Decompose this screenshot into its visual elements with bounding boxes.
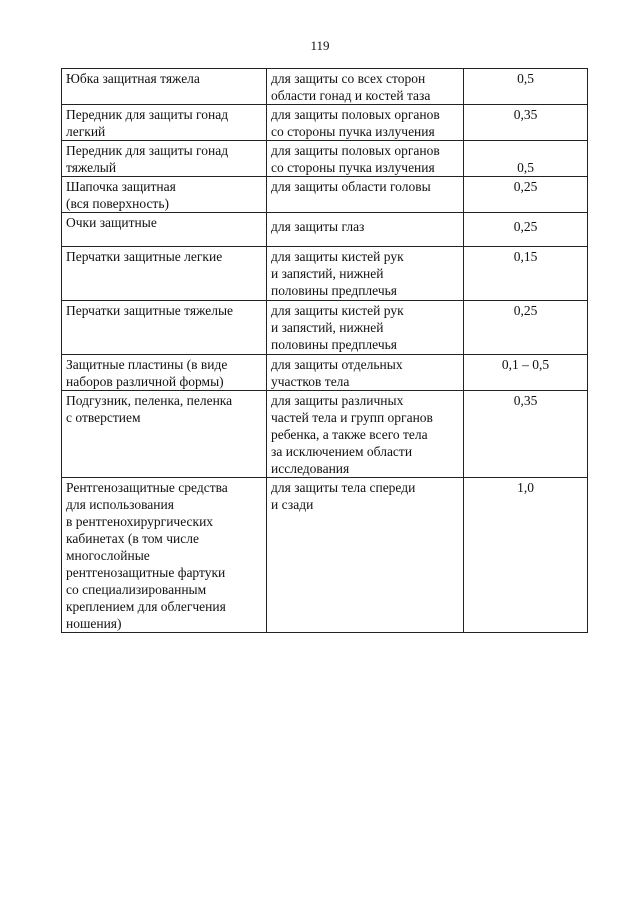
item-name-cell: Защитные пластины (в виде наборов различной формы) — [62, 355, 267, 391]
item-value-cell: 0,5 — [464, 141, 588, 177]
item-value-cell: 0,15 — [464, 247, 588, 301]
table-row — [62, 478, 588, 633]
table-row — [62, 69, 588, 105]
table-row — [62, 391, 588, 478]
item-value-cell: 0,35 — [464, 391, 588, 478]
table-row — [62, 105, 588, 141]
item-value-cell: 0,25 — [464, 213, 588, 247]
protective-equipment-table — [61, 68, 588, 633]
item-name-cell: Перчатки защитные легкие — [62, 247, 267, 301]
item-purpose-cell: для защиты различных частей тела и групп органов ребенка, а также всего тела за исключением области исследования — [267, 391, 464, 478]
item-name-cell: Шапочка защитная (вся поверхность) — [62, 177, 267, 213]
item-name-cell: Рентгенозащитные средства для использования в рентгенохирургических кабинетах (в том числе многослойные рентгенозащитные фартуки со специализированным креплением для облегчения ношения) — [62, 478, 267, 633]
item-purpose-cell: для защиты кистей рук и запястий, нижней половины предплечья — [267, 247, 464, 301]
item-name-cell: Передник для защиты гонад тяжелый — [62, 141, 267, 177]
table-row — [62, 301, 588, 355]
item-purpose-cell: для защиты области головы — [267, 177, 464, 213]
item-value-cell: 0,25 — [464, 177, 588, 213]
table-row — [62, 355, 588, 391]
item-purpose-cell: для защиты глаз — [267, 213, 464, 247]
item-purpose-cell: для защиты половых органов со стороны пучка излучения — [267, 105, 464, 141]
table-row — [62, 247, 588, 301]
item-purpose-cell: для защиты кистей рук и запястий, нижней половины предплечья — [267, 301, 464, 355]
item-value-cell: 1,0 — [464, 478, 588, 633]
item-purpose-cell: для защиты отдельных участков тела — [267, 355, 464, 391]
page-number: 119 — [310, 38, 330, 53]
table-row — [62, 177, 588, 213]
item-value-cell: 0,25 — [464, 301, 588, 355]
item-name-cell: Перчатки защитные тяжелые — [62, 301, 267, 355]
item-purpose-cell: для защиты тела спереди и сзади — [267, 478, 464, 633]
item-name-cell: Передник для защиты гонад легкий — [62, 105, 267, 141]
table-row — [62, 141, 588, 177]
item-name-cell: Подгузник, пеленка, пеленка с отверстием — [62, 391, 267, 478]
item-value-cell: 0,35 — [464, 105, 588, 141]
item-value-cell: 0,5 — [464, 69, 588, 105]
item-name-cell: Очки защитные — [62, 213, 267, 247]
table-row — [62, 213, 588, 247]
item-purpose-cell: для защиты со всех сторон области гонад и костей таза — [267, 69, 464, 105]
item-name-cell: Юбка защитная тяжела — [62, 69, 267, 105]
item-value-cell: 0,1 – 0,5 — [464, 355, 588, 391]
item-purpose-cell: для защиты половых органов со стороны пучка излучения — [267, 141, 464, 177]
